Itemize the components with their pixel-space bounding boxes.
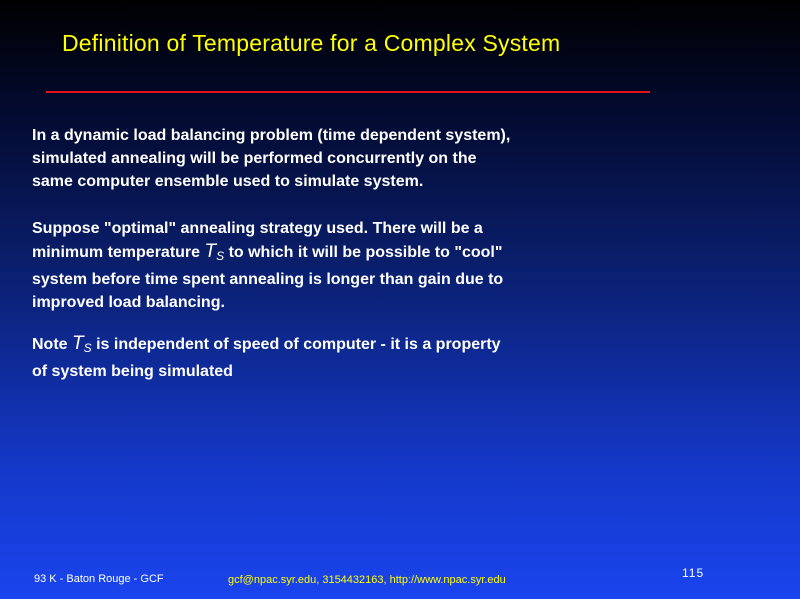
symbol-base: T <box>72 333 84 354</box>
text-segment: minimum temperature <box>32 244 205 261</box>
paragraph-line <box>32 332 501 360</box>
text-segment: to which it will be possible to "cool" <box>228 244 503 261</box>
symbol-subscript: S <box>216 249 225 263</box>
paragraph-line: improved load balancing. <box>32 294 225 311</box>
paragraph-line: simulated annealing will be performed concurrently on the <box>32 150 477 167</box>
paragraph-line: of system being simulated <box>32 363 233 380</box>
paragraph-line: In a dynamic load balancing problem (time dependent system), <box>32 127 511 144</box>
paragraph-note <box>32 332 501 383</box>
slide-title: Definition of Temperature for a Complex System <box>62 30 561 56</box>
temperature-symbol <box>204 241 224 262</box>
paragraph-optimal-annealing <box>32 217 503 314</box>
paragraph-line: same computer ensemble used to simulate system. <box>32 173 424 190</box>
title-divider <box>46 91 650 93</box>
paragraph-line <box>32 240 503 268</box>
paragraph-line: Suppose "optimal" annealing strategy used. There will be a <box>32 220 483 237</box>
footer-presentation-label: 93 K - Baton Rouge - GCF <box>34 573 164 585</box>
footer-contact-info: gcf@npac.syr.edu, 3154432163, http://www.npac.syr.edu <box>228 574 506 586</box>
temperature-symbol <box>72 333 92 354</box>
paragraph-line: system before time spent annealing is longer than gain due to <box>32 271 504 288</box>
text-segment: is independent of speed of computer - it is a property <box>96 336 501 353</box>
paragraph-dynamic-load-balancing <box>32 124 510 193</box>
text-segment: Note <box>32 336 72 353</box>
symbol-subscript: S <box>83 341 92 355</box>
symbol-base: T <box>204 241 217 262</box>
page-number: 115 <box>682 566 705 580</box>
